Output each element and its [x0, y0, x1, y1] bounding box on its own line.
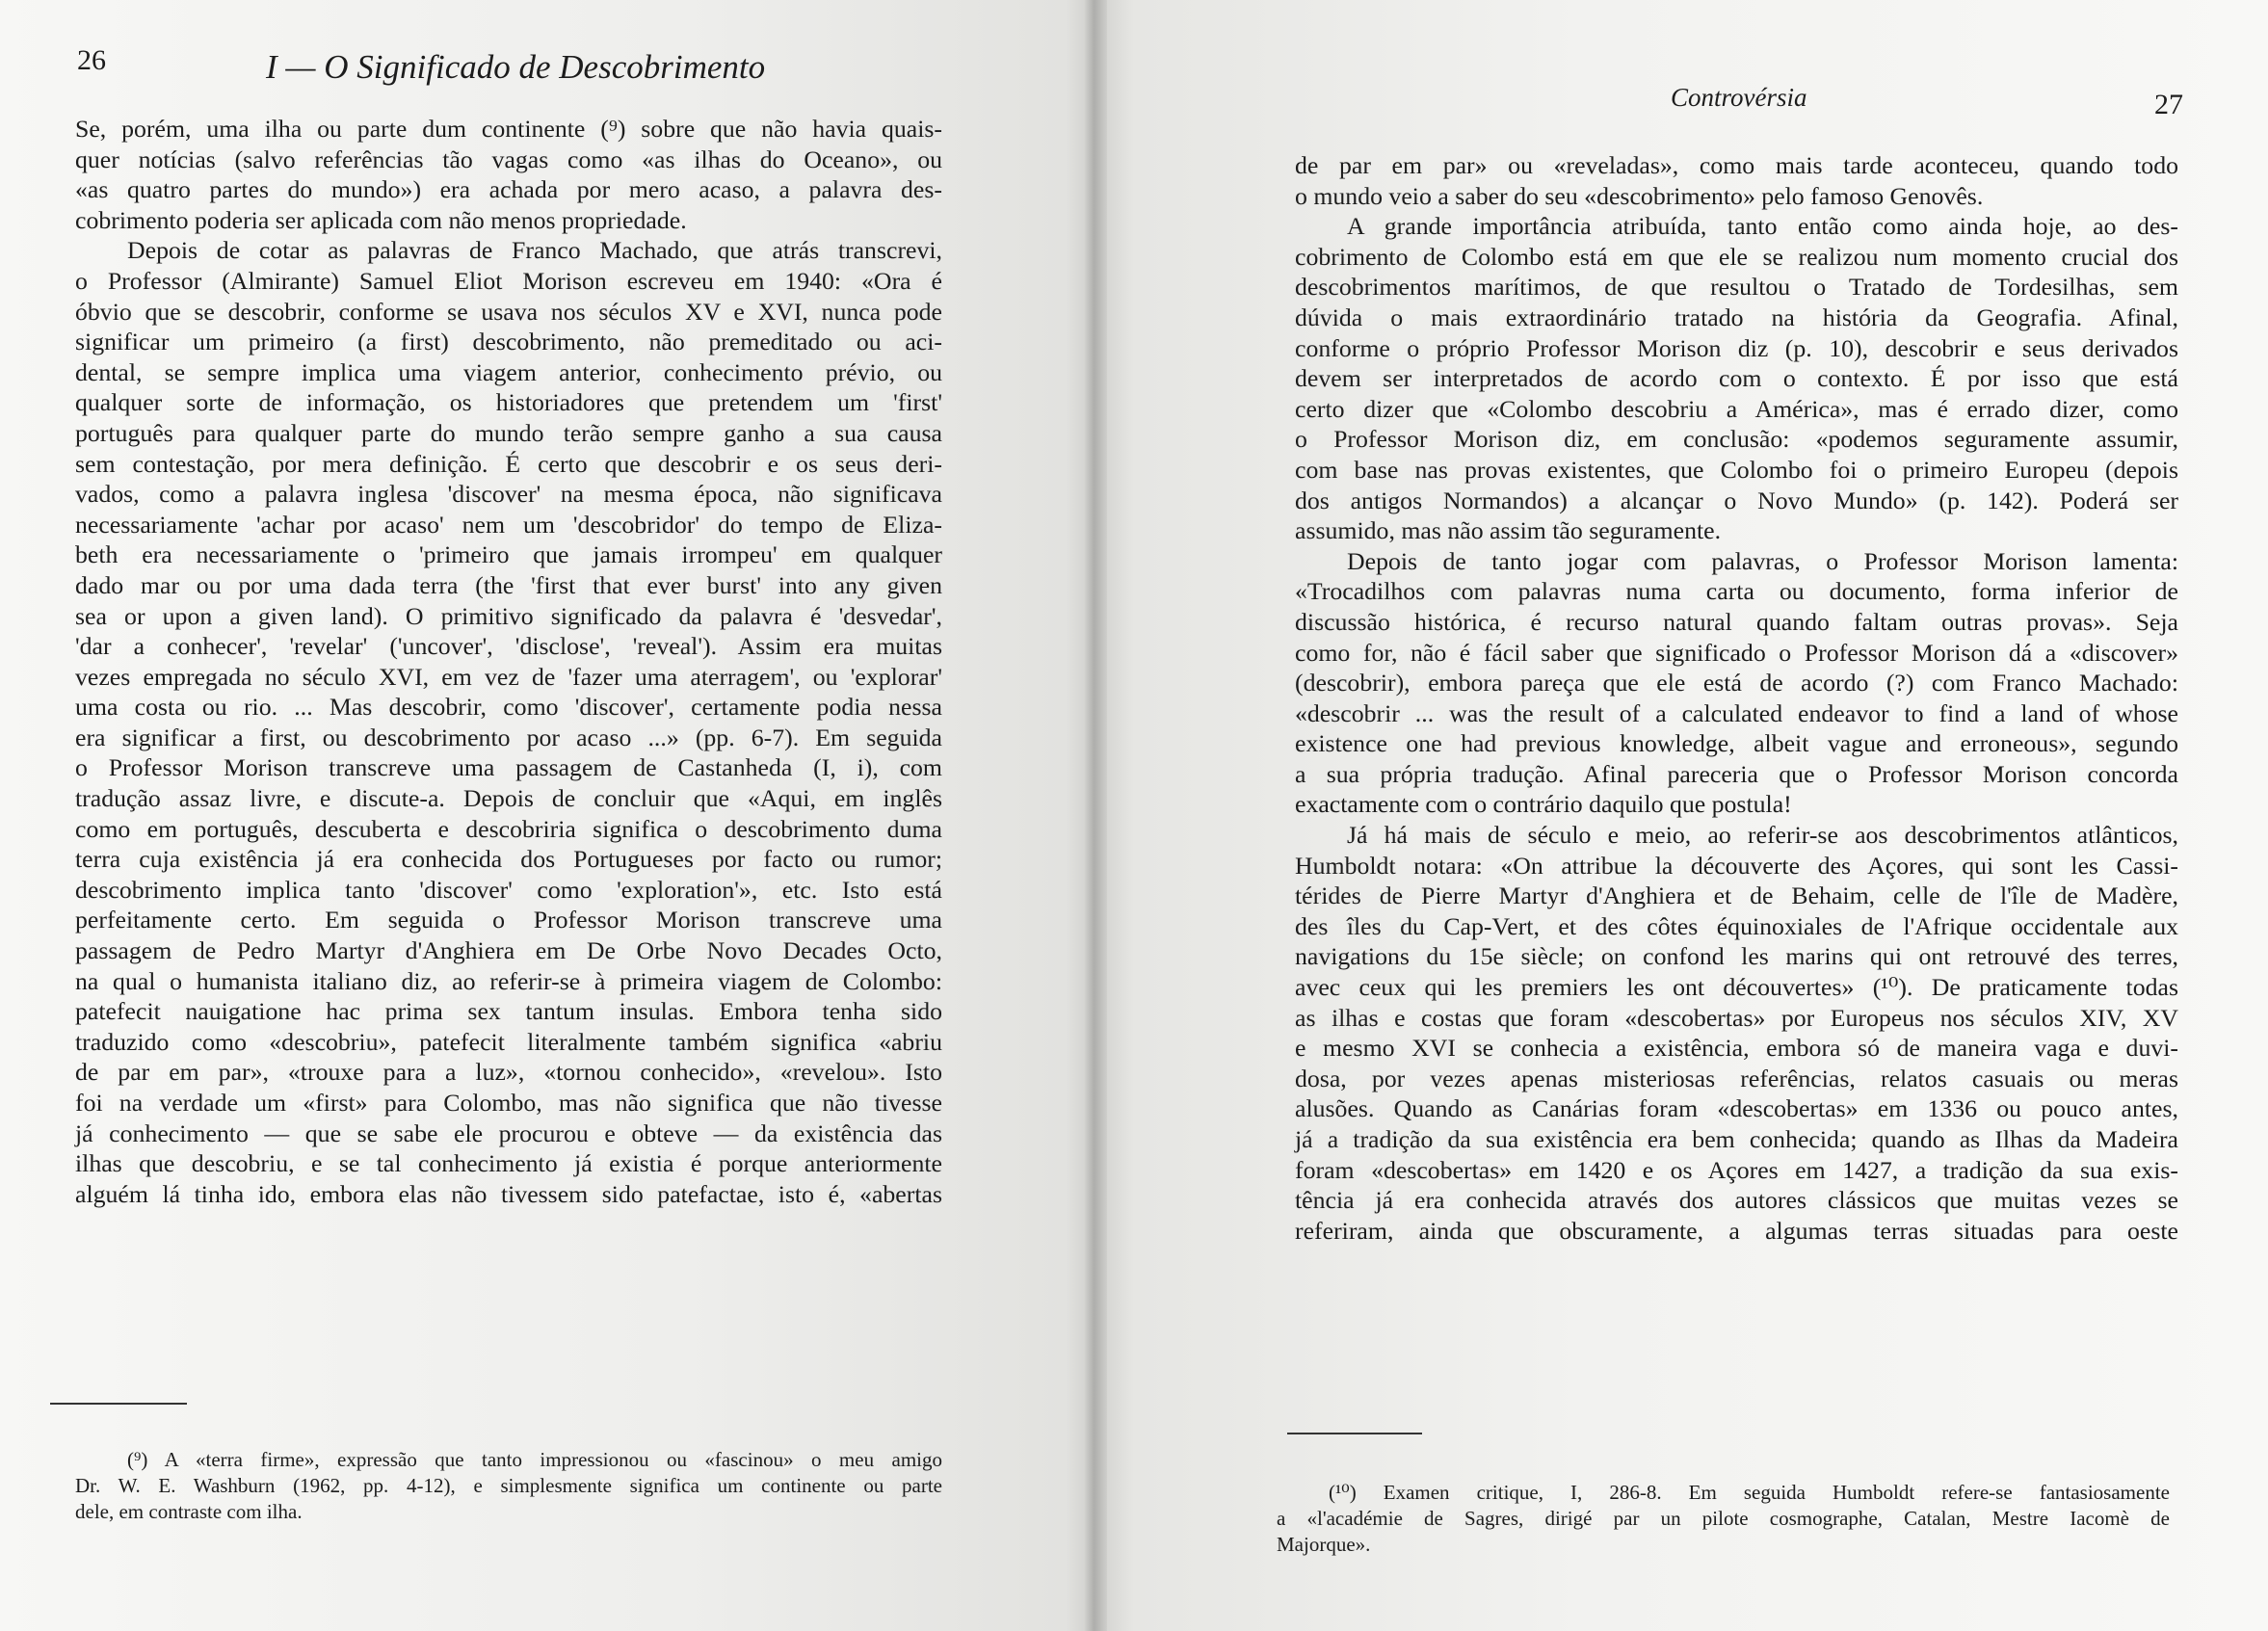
text-line: perfeitamente certo. Em seguida o Professor Morison transcreve uma: [75, 906, 942, 934]
running-title-left: I — O Significado de Descobrimento: [266, 48, 766, 86]
page-number-left: 26: [77, 44, 106, 76]
text-line: sea or upon a given land). O primitivo significado da palavra é 'desvedar',: [75, 601, 942, 630]
running-title-right: Controvérsia: [1671, 83, 1807, 112]
text-line: devem ser interpretados de acordo com o contexto. É por isso que está: [1295, 364, 2178, 393]
text-line: cobrimento de Colombo está em que ele se realizou num momento crucial dos: [1295, 242, 2178, 271]
text-line: Se, porém, uma ilha ou parte dum continente (⁹) sobre que não havia quais-: [75, 115, 942, 143]
text-line: o Professor Morison transcreve uma passagem de Castanheda (I, i), com: [75, 753, 942, 782]
body-text-left: [75, 114, 942, 1209]
text-line: (descobrir), embora pareça que ele está de acordo (?) com Franco Machado:: [1295, 669, 2178, 697]
text-line: dado mar ou por uma dada terra (the 'first that ever burst' into any given: [75, 570, 942, 599]
text-line: alguém lá tinha ido, embora elas não tivessem sido patefactae, isto é, «abertas: [75, 1179, 942, 1208]
text-line: «as quatro partes do mundo») era achada por mero acaso, a palavra des-: [75, 175, 942, 204]
footnote-right: [1277, 1480, 2170, 1558]
text-line: descobrimentos marítimos, de que resultou o Tratado de Tordesilhas, sem: [1295, 273, 2178, 302]
text-line: cobrimento poderia ser aplicada com não menos propriedade.: [75, 205, 687, 234]
book-gutter: [1084, 0, 1107, 1631]
footnote-line: (¹⁰) Examen critique, I, 286-8. Em seguida Humboldt refere-se fantasiosamente: [1329, 1481, 2170, 1504]
footnote-left: [75, 1447, 942, 1525]
footnote-line: dele, em contraste com ilha.: [75, 1500, 303, 1523]
text-line: tradução assaz livre, e discute-a. Depois de concluir que «Aqui, em inglês: [75, 784, 942, 813]
footnote-marker: (¹⁰): [1329, 1481, 1357, 1504]
text-line: «Trocadilhos com palavras numa carta ou documento, forma inferior de: [1295, 577, 2178, 606]
text-line: de par em par» ou «reveladas», como mais tarde aconteceu, quando todo: [1295, 151, 2178, 179]
text-line: o Professor Morison diz, em conclusão: «podemos seguramente assumir,: [1295, 425, 2178, 454]
body-text-right: [1295, 150, 2178, 1246]
text-line: como em português, descuberta e descobriria significa o descobrimento duma: [75, 814, 942, 843]
footnote-line: Majorque».: [1277, 1533, 1371, 1556]
text-line: com base nas provas existentes, que Colombo foi o primeiro Europeu (depois: [1295, 455, 2178, 484]
text-line: patefecit nauigatione hac prima sex tantum insulas. Embora tenha sido: [75, 997, 942, 1026]
text-line: des îles du Cap-Vert, et des côtes équinoxiales de l'Afrique occidentale aux: [1295, 911, 2178, 940]
footnote-line: (⁹) A «terra firme», expressão que tanto impressionou ou «fascinou» o meu amigo: [127, 1448, 942, 1471]
text-line: era significar a first, ou descobrimento por acaso ...» (pp. 6-7). Em seguida: [75, 723, 942, 751]
text-line: como for, não é fácil saber que significado o Professor Morison dá a «discover»: [1295, 638, 2178, 667]
text-line: sem contestação, por mera definição. É certo que descobrir e os seus deri-: [75, 449, 942, 478]
text-line: terra cuja existência já era conhecida dos Portugueses por facto ou rumor;: [75, 845, 942, 874]
footnote-marker: (⁹): [127, 1448, 148, 1471]
text-line: qualquer sorte de informação, os historiadores que pretendem um 'first': [75, 388, 942, 417]
text-line: o mundo veio a saber do seu «descobrimento» pelo famoso Genovês.: [1295, 181, 1984, 210]
left-page: [0, 0, 1084, 1631]
text-line: quer notícias (salvo referências tão vagas como «as ilhas do Oceano», ou: [75, 145, 942, 173]
footnote-rule-left: [50, 1403, 187, 1405]
text-line: na qual o humanista italiano diz, ao referir-se à primeira viagem de Colombo:: [75, 966, 942, 995]
page-number-right: 27: [2154, 89, 2183, 120]
text-line: já a tradição da sua existência era bem conhecida; quando as Ilhas da Madeira: [1295, 1125, 2178, 1153]
footnote-rule-right: [1287, 1433, 1422, 1434]
text-line: vados, como a palavra inglesa 'discover' na mesma época, não significava: [75, 480, 942, 509]
text-line: navigations du 15e siècle; on confond les marins qui ont retrouvé des terres,: [1295, 942, 2178, 971]
text-line: de par em par», «trouxe para a luz», «tornou conhecido», «revelou». Isto: [75, 1058, 942, 1087]
text-line: 'dar a conhecer', 'revelar' ('uncover', 'disclose', 'reveal'). Assim era muitas: [75, 632, 942, 661]
text-line: avec ceux qui les premiers les ont découvertes» (¹⁰). De praticamente todas: [1295, 973, 2178, 1002]
text-line: dos antigos Normandos) a alcançar o Novo Mundo» (p. 142). Poderá ser: [1295, 486, 2178, 514]
text-line: referiram, ainda que obscuramente, a algumas terras situadas para oeste: [1295, 1216, 2178, 1245]
text-line: certo dizer que «Colombo descobriu a América», mas é errado dizer, como: [1295, 394, 2178, 423]
text-line: necessariamente 'achar por acaso' nem um 'descobridor' do tempo de Eliza-: [75, 510, 942, 539]
text-line: dúvida o mais extraordinário tratado na história da Geografia. Afinal,: [1295, 303, 2178, 331]
text-line: conforme o próprio Professor Morison diz (p. 10), descobrir e seus derivados: [1295, 333, 2178, 362]
text-line: foi na verdade um «first» para Colombo, mas não significa que não tivesse: [75, 1089, 942, 1117]
text-line: Já há mais de século e meio, ao referir-se aos descobrimentos atlânticos,: [1347, 821, 2178, 850]
text-line: as ilhas e costas que foram «descobertas» por Europeus nos séculos XIV, XV: [1295, 1003, 2178, 1032]
text-line: traduzido como «descobriu», patefecit literalmente também significa «abriu: [75, 1027, 942, 1056]
text-line: discussão histórica, é recurso natural quando faltam outras provas». Seja: [1295, 607, 2178, 636]
text-line: Humboldt notara: «On attribue la découverte des Açores, qui sont les Cassi-: [1295, 851, 2178, 880]
text-line: alusões. Quando as Canárias foram «descobertas» em 1336 ou pouco antes,: [1295, 1094, 2178, 1123]
text-line: o Professor (Almirante) Samuel Eliot Morison escreveu em 1940: «Ora é: [75, 266, 942, 295]
text-line: já conhecimento — que se sabe ele procurou e obteve — da existência das: [75, 1118, 942, 1147]
text-line: óbvio que se descobrir, conforme se usava nos séculos XV e XVI, nunca pode: [75, 297, 942, 326]
text-line: descobrimento implica tanto 'discover' como 'exploration'», etc. Isto está: [75, 875, 942, 904]
text-line: Depois de cotar as palavras de Franco Machado, que atrás transcrevi,: [127, 236, 942, 265]
text-line: significar um primeiro (a first) descobrimento, não premeditado ou aci-: [75, 328, 942, 356]
footnote-line: a «l'académie de Sagres, dirigé par un pilote cosmographe, Catalan, Mestre Iacomè de: [1277, 1507, 2170, 1530]
text-line: foram «descobertas» em 1420 e os Açores em 1427, a tradição da sua exis-: [1295, 1155, 2178, 1184]
text-line: dental, se sempre implica uma viagem anterior, conhecimento prévio, ou: [75, 357, 942, 386]
text-line: dosa, por vezes apenas misteriosas referências, relatos casuais ou meras: [1295, 1064, 2178, 1092]
footnote-line: Dr. W. E. Washburn (1962, pp. 4-12), e simplesmente significa um continente ou parte: [75, 1474, 942, 1497]
text-line: beth era necessariamente o 'primeiro que jamais irrompeu' em qualquer: [75, 540, 942, 569]
text-line: e mesmo XVI se conhecia a existência, embora só de maneira vaga e duvi-: [1295, 1034, 2178, 1063]
text-line: ilhas que descobriu, e se tal conhecimento já existia é porque anteriormente: [75, 1149, 942, 1178]
text-line: passagem de Pedro Martyr d'Anghiera em De Orbe Novo Decades Octo,: [75, 936, 942, 965]
text-line: A grande importância atribuída, tanto então como ainda hoje, ao des-: [1347, 212, 2178, 241]
text-line: térides de Pierre Martyr d'Anghiera et de Behaim, celle de l'île de Madère,: [1295, 881, 2178, 910]
text-line: português para qualquer parte do mundo terão sempre ganho a sua causa: [75, 418, 942, 447]
text-line: Depois de tanto jogar com palavras, o Professor Morison lamenta:: [1347, 546, 2178, 575]
text-line: tência já era conhecida através dos autores clássicos que muitas vezes se: [1295, 1186, 2178, 1215]
text-line: «descobrir ... was the result of a calculated endeavor to find a land of whose: [1295, 698, 2178, 727]
text-line: uma costa ou rio. ... Mas descobrir, como 'discover', certamente podia nessa: [75, 693, 942, 722]
text-line: assumido, mas não assim tão seguramente.: [1295, 516, 1722, 545]
text-line: a sua própria tradução. Afinal pareceria que o Professor Morison concorda: [1295, 759, 2178, 788]
right-page: [1107, 0, 2268, 1631]
text-line: exactamente com o contrário daquilo que postula!: [1295, 790, 1792, 819]
text-line: vezes empregada no século XVI, em vez de 'fazer uma aterragem', ou 'explorar': [75, 662, 942, 691]
text-line: existence one had previous knowledge, albeit vague and erroneous», segundo: [1295, 729, 2178, 758]
